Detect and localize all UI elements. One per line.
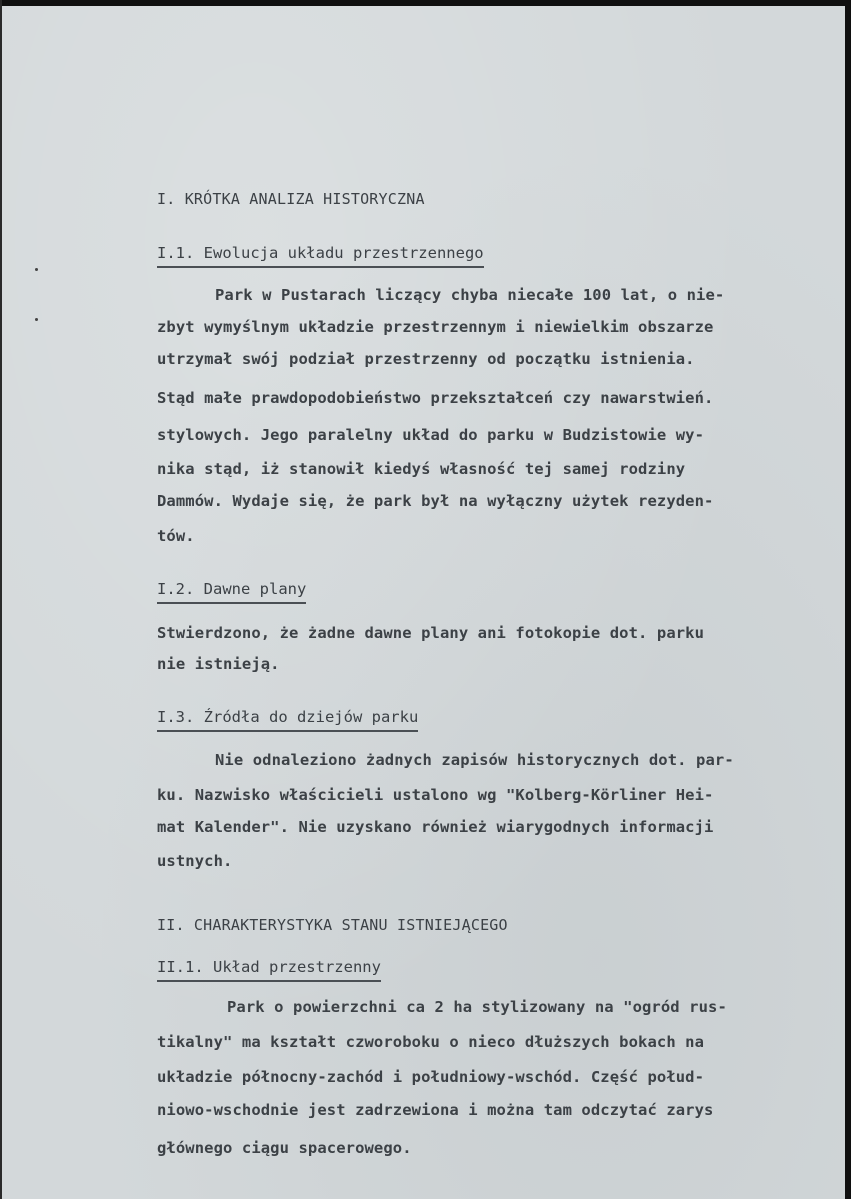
paragraph-line: Stwierdzono, że żadne dawne plany ani fotokopie dot. parku (157, 624, 705, 642)
heading-section-1: I. KRÓTKA ANALIZA HISTORYCZNA (157, 190, 425, 208)
scan-edge-top (0, 0, 851, 6)
paragraph-line: stylowych. Jego paralelny układ do parku w Budzistowie wy- (157, 426, 705, 444)
paragraph-line: Park w Pustarach liczący chyba niecałe 100 lat, o nie- (215, 286, 725, 304)
paragraph-line: układzie północny-zachód i południowy-wschód. Część połud- (157, 1068, 705, 1086)
scan-edge-left (0, 0, 2, 1199)
paragraph-line: utrzymał swój podział przestrzenny od początku istnienia. (157, 350, 695, 368)
paragraph-line: Stąd małe prawdopodobieństwo przekształceń czy nawarstwień. (157, 389, 714, 407)
punch-mark (35, 268, 38, 271)
paragraph-line: tikalny" ma kształt czworoboku o nieco dłuższych bokach na (157, 1033, 705, 1051)
paragraph-line: ustnych. (157, 852, 233, 870)
paragraph-line: nie istnieją. (157, 655, 280, 673)
paragraph-line: głównego ciągu spacerowego. (157, 1139, 412, 1157)
paragraph-line: niowo-wschodnie jest zadrzewiona i można tam odczytać zarys (157, 1101, 714, 1119)
heading-section-2: II. CHARAKTERYSTYKA STANU ISTNIEJĄCEGO (157, 916, 508, 934)
paragraph-line: Park o powierzchni ca 2 ha stylizowany na "ogród rus- (227, 998, 727, 1016)
punch-mark (35, 318, 38, 321)
subheading-1-2: I.2. Dawne plany (157, 580, 306, 604)
subheading-1-3: I.3. Źródła do dziejów parku (157, 708, 418, 732)
paragraph-line: nika stąd, iż stanowił kiedyś własność tej samej rodziny (157, 460, 686, 478)
paragraph-line: Dammów. Wydaje się, że park był na wyłączny użytek rezyden- (157, 492, 714, 510)
scan-edge-right (845, 0, 851, 1199)
paragraph-line: ku. Nazwisko właścicieli ustalono wg "Kolberg-Körliner Hei- (157, 786, 714, 804)
subheading-2-1: II.1. Układ przestrzenny (157, 958, 381, 982)
paragraph-line: zbyt wymyślnym układzie przestrzennym i niewielkim obszarze (157, 318, 714, 336)
subheading-1-1: I.1. Ewolucja układu przestrzennego (157, 244, 484, 268)
paragraph-line: Nie odnaleziono żadnych zapisów historycznych dot. par- (215, 751, 734, 769)
paragraph-line: tów. (157, 527, 195, 545)
paragraph-line: mat Kalender". Nie uzyskano również wiarygodnych informacji (157, 818, 714, 836)
